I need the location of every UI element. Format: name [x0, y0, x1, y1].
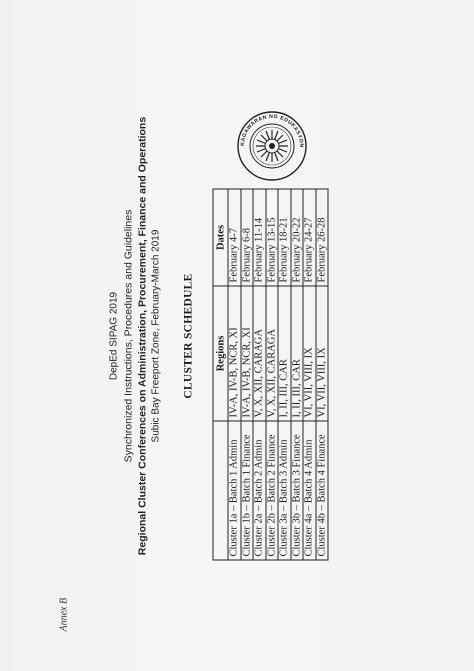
- dates-cell: February 11-14: [253, 189, 266, 286]
- cluster-cell: Cluster 1b – Batch 1 Finance: [240, 421, 253, 560]
- cluster-schedule-table: [212, 188, 328, 560]
- dates-cell: February 18-21: [278, 189, 291, 286]
- schedule-title: CLUSTER SCHEDULE: [182, 272, 194, 399]
- column-header-regions: Regions: [213, 286, 228, 421]
- dates-cell: February 20-22: [290, 189, 303, 286]
- table-row: [315, 189, 328, 560]
- regions-cell: V, X, XII, CARAGA: [265, 286, 278, 421]
- header-line-1: DepEd SIPAG 2019: [108, 291, 119, 380]
- dates-cell: February 26-28: [315, 189, 328, 286]
- regions-cell: I, II, III, CAR: [278, 286, 291, 421]
- dates-cell: February 13-15: [265, 189, 278, 286]
- cluster-cell: Cluster 1a – Batch 1 Admin: [228, 421, 241, 560]
- regions-cell: IV-A, IV-B, NCR, XI: [240, 286, 253, 421]
- header-line-2: Synchronized Instructions, Procedures and Guidelines: [122, 209, 134, 462]
- table-row: [303, 189, 316, 560]
- regions-cell: VI, VII, VIII, IX: [315, 286, 328, 421]
- column-header-dates: Dates: [213, 189, 228, 286]
- cluster-cell: Cluster 3b – Batch 3 Finance: [290, 421, 303, 560]
- table-row: [265, 189, 278, 560]
- cluster-cell: Cluster 2a – Batch 2 Admin: [253, 421, 266, 560]
- table-row: [278, 189, 291, 560]
- cluster-cell: Cluster 4a – Batch 4 Admin: [303, 421, 316, 560]
- dates-cell: February 24-27: [303, 189, 316, 286]
- regions-cell: VI, VII, VIII, IX: [303, 286, 316, 421]
- cluster-cell: Cluster 2b – Batch 2 Finance: [265, 421, 278, 560]
- table-row: [253, 189, 266, 560]
- dates-cell: February 4-7: [228, 189, 241, 286]
- cluster-cell: Cluster 3a – Batch 3 Admin: [278, 421, 291, 560]
- column-header-cluster: [213, 421, 228, 560]
- table-row: [228, 189, 241, 560]
- table-row: [240, 189, 253, 560]
- annex-label: Annex B: [58, 597, 69, 631]
- table-header-row: [213, 189, 228, 560]
- regions-cell: V, X, XII, CARAGA: [253, 286, 266, 421]
- regions-cell: I, II, III, CAR: [290, 286, 303, 421]
- regions-cell: IV-A, IV-B, NCR, XI: [228, 286, 241, 421]
- deped-seal-icon: [236, 110, 308, 182]
- header-line-4: Subic Bay Freeport Zone, February-March 2019: [150, 229, 161, 442]
- seal-text: KAGAWARAN NG EDUKASYON: [239, 113, 305, 148]
- cluster-cell: Cluster 4b – Batch 4 Finance: [315, 421, 328, 560]
- table-row: [290, 189, 303, 560]
- header-line-3: Regional Cluster Conferences on Administration, Procurement, Finance and Operations: [136, 116, 148, 555]
- dates-cell: February 6-8: [240, 189, 253, 286]
